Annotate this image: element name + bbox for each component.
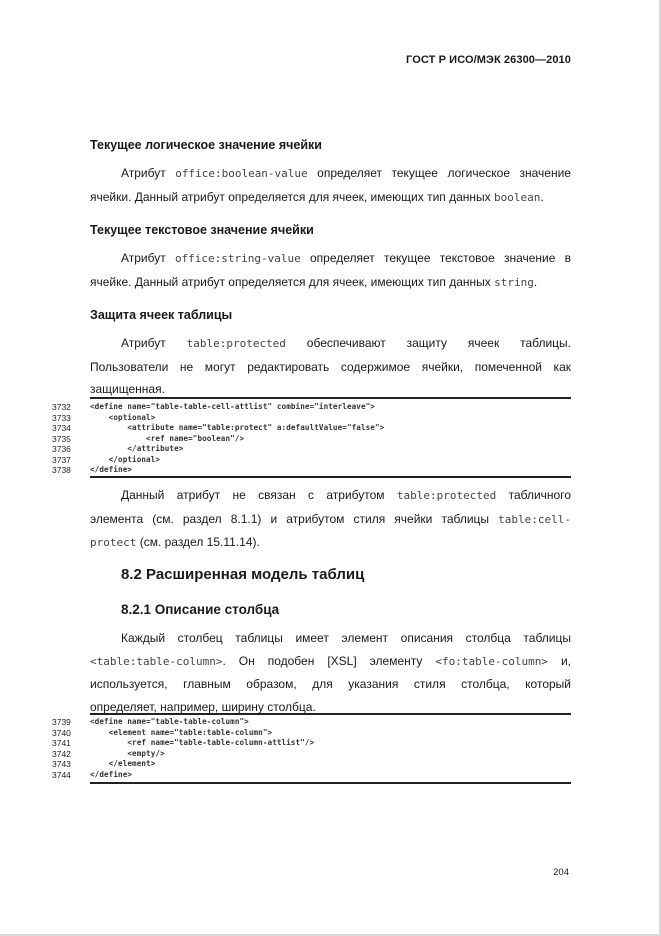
text-run: защищенная. [90,382,165,396]
text-run: ячейке. Данный атрибут определяется для ячеек, имеющих тип данных [90,274,495,289]
code-line [52,434,571,445]
text-run: определяет текущее логическое значение [307,166,571,180]
code-line [52,444,571,455]
paragraph-line [90,271,571,295]
inline-code: table:protected [186,337,286,350]
code-line [52,455,571,466]
code-text: <attribute name="table:protect" a:defaultValue="false"> [90,423,385,432]
paragraph-line [90,186,571,210]
code-bottom-rule-2 [90,782,571,784]
code-text: <optional> [90,412,156,422]
code-line [52,465,571,476]
section-heading-boolean-value: Текущее логическое значение ячейки [90,138,322,152]
code-text: <ref name="boolean"/> [90,433,245,443]
paragraph-cell-protection [90,332,571,401]
paragraph-line [90,531,571,555]
paragraph-line [90,484,571,508]
subsection-title-column-description: 8.2.1 Описание столбца [121,602,280,617]
text-run: ячейки. Данный атрибут определяется для ячеек, имеющих тип данных [90,189,494,204]
line-number: 3737 [52,454,71,465]
line-number: 3733 [52,412,71,423]
code-text: </attribute> [90,444,184,453]
inline-code: string [494,275,534,289]
line-number: 3734 [52,423,71,433]
code-text: <define name="table-table-column"> [90,717,249,726]
line-number: 3735 [52,433,71,444]
text-run: . [533,274,538,289]
line-number: 3738 [52,465,71,475]
code-listing-table-column [52,717,571,780]
paragraph-table-column [90,627,571,718]
code-text: </define> [90,769,133,779]
paragraph-line [90,332,571,356]
section-heading-cell-protection: Защита ячеек таблицы [90,308,233,322]
inline-code: boolean [494,190,541,204]
paragraph-line [90,356,571,379]
code-top-rule-2 [90,713,571,715]
text-run: . [540,189,544,204]
code-bottom-rule [90,476,571,478]
text-run: Данный атрибут не связан с атрибутом [121,488,397,502]
code-listing-cell-attlist [52,402,571,476]
line-number: 3736 [52,444,71,454]
code-text: </define> [90,465,133,474]
code-line [52,749,571,760]
paragraph-line [90,673,571,696]
line-number: 3741 [52,738,71,748]
paragraph-line [90,247,571,271]
code-text: <element name="table:table-column"> [90,727,273,737]
text-run: Каждый столбец таблицы имеет элемент описания столбца таблицы [121,631,571,645]
inline-code: <fo:table-column> [435,654,548,668]
line-number: 3742 [52,748,71,759]
code-line [52,759,571,770]
inline-code: protect [90,536,137,549]
section-title-extended-table-model: 8.2 Расширенная модель таблиц [121,566,365,583]
code-text: <empty/> [90,748,165,758]
text-run: используется, главным образом, для указания стиля столбца, который [90,677,571,691]
paragraph-line [90,627,571,650]
section-heading-string-value: Текущее текстовое значение ячейки [90,223,314,237]
code-text: </element> [90,759,156,768]
inline-code: office:boolean-value [175,167,308,180]
code-text: <ref name="table-table-column-attlist"/> [90,738,315,747]
code-line [52,402,571,413]
code-line [52,738,571,749]
text-run: и, [547,653,572,668]
text-run: (см. раздел 15.11.14). [136,535,260,549]
inline-code: table:cell- [498,512,571,526]
code-line [52,728,571,739]
text-run: Атрибут [121,166,176,180]
inline-code: table:protected [396,489,497,502]
text-run: элемента (см. раздел 8.1.1) и атрибутом стиля ячейки таблицы [90,511,499,526]
text-run: определяет, например, ширину столбца. [90,699,316,714]
paragraph-string-value [90,247,571,294]
line-number: 3744 [52,769,71,780]
line-number: 3732 [52,402,71,412]
paragraph-line [90,162,571,186]
text-run: обеспечивают защиту ячеек таблицы. [285,336,571,350]
text-run: Пользователи не могут редактировать содержимое ячейки, помеченной как [90,359,571,374]
code-text: </optional> [90,454,161,464]
document-header: ГОСТ Р ИСО/МЭК 26300—2010 [406,54,571,66]
line-number: 3743 [52,759,71,769]
code-line [52,770,571,781]
paragraph-protect-note [90,484,571,555]
line-number: 3740 [52,727,71,738]
code-line [52,423,571,434]
paragraph-line [90,650,571,674]
inline-code: office:string-value [174,252,301,265]
text-run: Атрибут [121,336,187,350]
code-line [52,717,571,728]
code-line [52,413,571,424]
text-run: определяет текущее текстовое значение в [300,251,571,265]
page-number: 204 [553,867,569,878]
text-run: табличного [496,488,571,502]
code-text: <define name="table-table-cell-attlist" combine="interleave"> [90,402,375,411]
inline-code: <table:table-column> [90,654,223,668]
paragraph-line [90,508,571,532]
text-run: Атрибут [121,251,175,265]
code-top-rule [90,397,571,399]
paragraph-boolean-value [90,162,571,209]
line-number: 3739 [52,717,71,727]
text-run: . Он подобен [XSL] элементу [222,653,436,668]
